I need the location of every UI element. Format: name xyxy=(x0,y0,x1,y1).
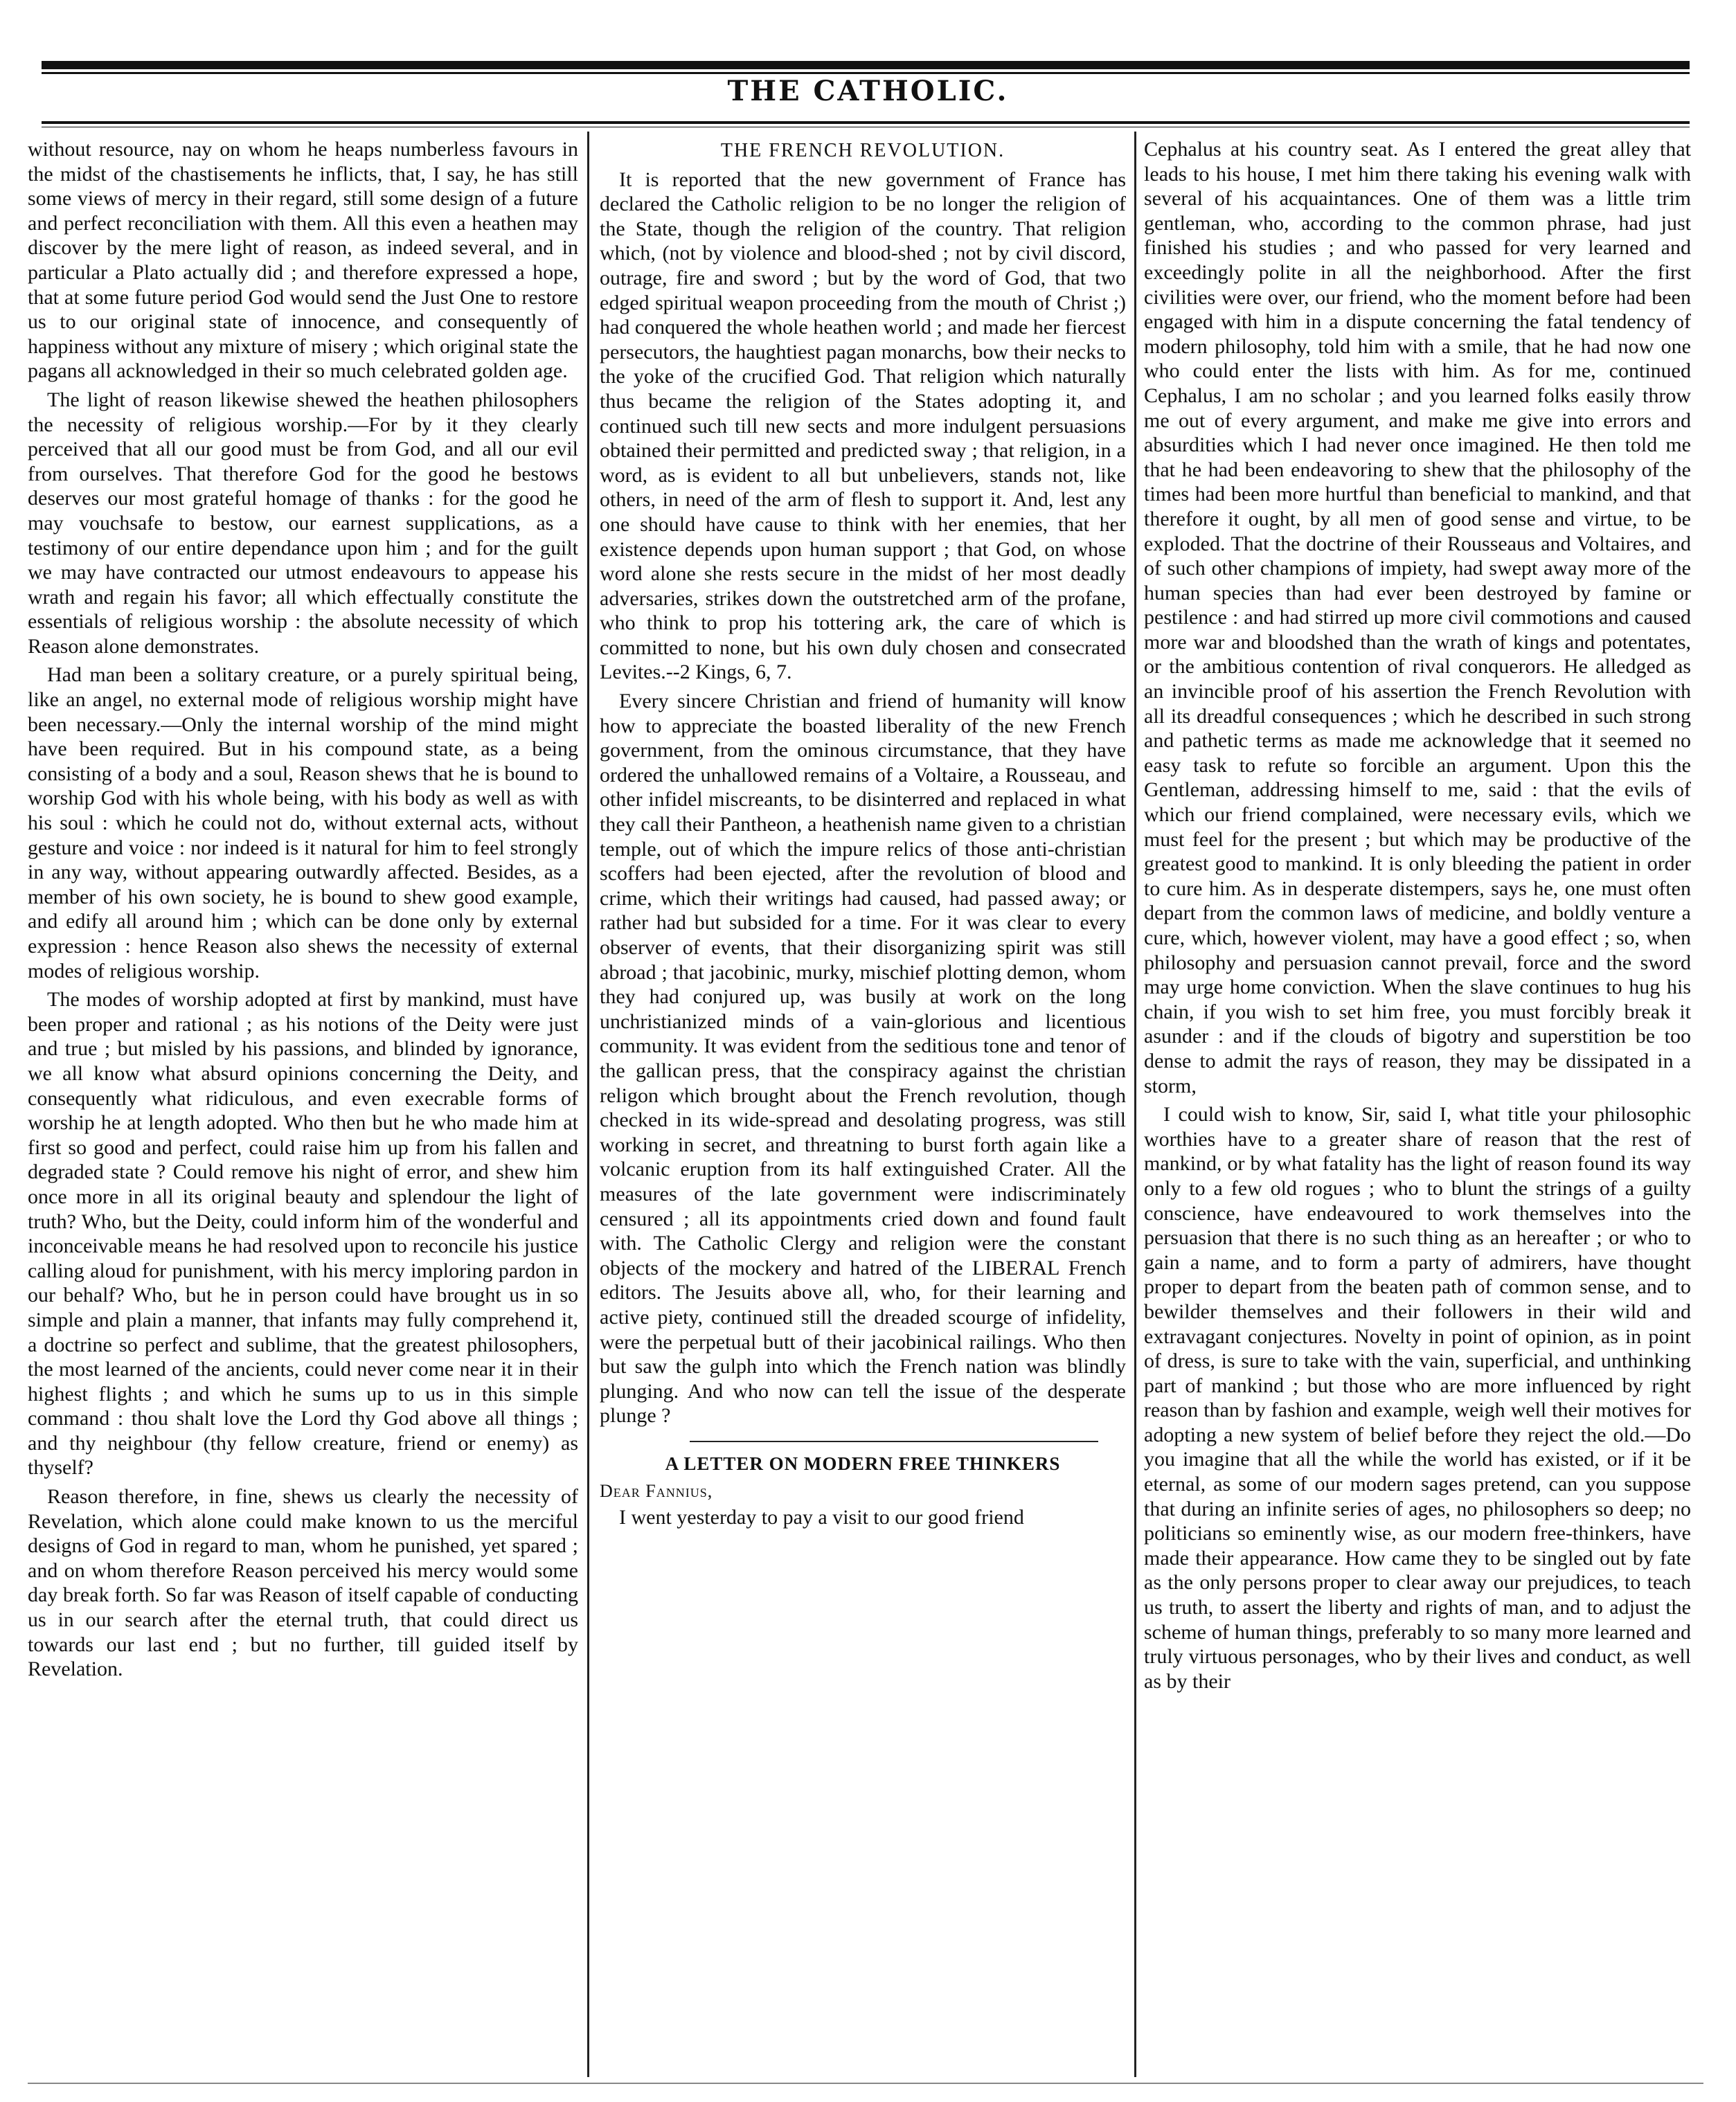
column-1 xyxy=(28,137,578,2076)
article-heading: THE FRENCH REVOLUTION. xyxy=(720,140,1005,161)
article-paragraph: It is reported that the new government of France has declared the Catholic religion to be no longer the religion of the State, though the religion of the country. That religion which, (not by violence and blood-shed ; not by civil discord, outrage, fire and sword ; but by the word of God, that two edged spiritual weapon proceeding from the mouth of Christ ;) had conquered the whole heathen world ; and made her fiercest persecutors, the haughtiest pagan monarchs, bow their necks to the yoke of the crucified God. That religion which naturally thus became the religion of the States adopting it, and continued such till new sects and more indulgent persuasions obtained their permitted and predicted sway ; that religion, in a word, as is evident to all but unbelievers, stands not, like others, in need of the arm of flesh to support it. And, lest any one should have cause to think with her enemies, that her existence depends upon human support ; that God, on whose word alone she rests secure in the midst of her most deadly adversaries, strikes down the outstretched arm of the profane, who think to prop his tottering ark, the care of which is committed to none, but his own duly chosen and consecrated Levites.--2 Kings, 6, 7. xyxy=(600,168,1126,684)
letter-heading: A LETTER ON MODERN FREE THINKERS xyxy=(665,1453,1061,1474)
letter-salutation: Dear Fannius, xyxy=(600,1481,713,1502)
column-2 xyxy=(600,137,1126,2076)
article-paragraph: The light of reason likewise shewed the heathen philosophers the necessity of religious worship.—For by it they clearly perceived that all our good must be from God, and all our evil from ourselves. That therefore God for the good he bestows deserves our most grateful homage of thanks : for the good he may vouchsafe to bestow, our earnest supplications, as a testimony of our entire dependance upon him ; and for the guilt we may have contracted our utmost endeavours to appease his wrath and regain his favor; all which effectually constitute the essentials of religious worship : the absolute necessity of which Reason alone demonstrates. xyxy=(28,388,578,658)
header-rule xyxy=(42,121,1690,124)
article-paragraph: Cephalus at his country seat. As I entered the great alley that leads to his house, I met him there taking his evening walk with several of his acquaintances. One of them was a little trim gentleman, who, according to the common phrase, had just finished his studies ; and who passed for very learned and exceedingly polite in all the neighborhood. After the first civilities were over, our friend, who the moment before had been engaged with him in a dispute concerning the fatal tendency of modern philosophy, told him with a smile, that he had now one who could enter the lists with him. As for me, continued Cephalus, I am no scholar ; and you learned folks easily throw me out of every argument, and make me give into errors and absurdities which I had never once imagined. He then told me that he had been endeavoring to shew that the philosophy of the times had been more hurtful than beneficial to mankind, and that therefore it ought, by all men of good sense and virtue, to be exploded. That the doctrine of their Rousseaus and Voltaires, and of such other champions of impiety, had swept away more of the human species than had ever been destroyed by famine or pestilence : and had stirred up more civil commotions and caused more war and bloodshed than the wrath of kings and potentates, or the ambitious contention of rival conquerors. He alledged as an invincible proof of his assertion the French Revolution with all its dreadful consequences ; which he described in such strong and pathetic terms as made me acknowledge that it seemed no easy task to refute so forcible an argument. Upon this the Gentleman, addressing himself to me, said : that the evils of which our friend complained, were necessary evils, which we must feel for the present ; but which may be productive of the greatest good to mankind. It is only bleeding the patient in order to cure him. As in desperate distempers, says he, one must often depart from the common laws of medicine, and boldly venture a cure, which, however violent, may have a good effect ; so, when philosophy and persuasion cannot prevail, force and the sword may urge home conviction. When the slave continues to hug his chain, if you wish to set him free, you must forcibly break it asunder : and if the clouds of bigotry and superstition be too dense to admit the rays of reason, they may be dissipated in a storm, xyxy=(1144,138,1691,1097)
article-paragraph: I went yesterday to pay a visit to our good friend xyxy=(619,1506,1024,1529)
column-divider xyxy=(587,132,589,2077)
article-paragraph: The modes of worship adopted at first by mankind, must have been proper and rational ; as his notions of the Deity were just and true ; but misled by his passions, and blinded by ignorance, we all know what absurd opinions concerning the Deity, and consequently what ridiculous, and even execrable forms of worship he at length adopted. Who then but he who made him at first so good and perfect, could raise him up from his fallen and degraded state ? Could remove his night of error, and shew him once more in all its original beauty and splendour the light of truth? Who, but the Deity, could inform him of the wonderful and inconceivable means he had resolved upon to reconcile his justice calling aloud for punishment, with his mercy imploring pardon in our behalf? Who, but he in person could have brought us in so simple and plain a manner, that infants may fully comprehend it, a doctrine so perfect and sublime, that the greatest philosophers, the most learned of the ancients, could never come near it in their highest flights ; and which he sums up to us in this simple command : thou shalt love the Lord thy God above all things ; and thy neighbour (thy fellow creature, friend or enemy) as thyself? xyxy=(28,988,578,1480)
article-paragraph: Every sincere Christian and friend of humanity will know how to appreciate the boasted liberality of the new French government, from the ominous circumstance, that they have ordered the unhallowed remains of a Voltaire, a Rousseau, and other infidel miscreants, to be disinterred and replaced in what they call their Pantheon, a heathenish name given to a christian temple, out of which the impure relics of those anti-christian scoffers had been ejected, after the revolution of blood and crime, which their writings had caused, had passed away; or rather had but subsided for a time. For it was clear to every observer of events, that their disorganizing spirit was still abroad ; that jacobinic, murky, mischief plotting demon, whom they had conjured up, was busily at work on the long unchristianized minds of a vain-glorious and licentious community. It was evident from the seditious tone and tenor of the gallican press, that the conspiracy against the christian religon which brought about the French revolution, though checked in its wide-spread and desolating progress, was still working in secret, and threatning to burst forth again like a volcanic eruption from its half extinguished Crater. All the measures of the late government were indiscriminately censured ; all its appointments cried down and found fault with. The Catholic Clergy and religion were the constant objects of the mockery and hatred of the LIBERAL French editors. The Jesuits above all, who, for their learning and active piety, continued still the dreaded scourge of infidelity, were the perpetual butt of their jacobinical railings. Who then but saw the gulph into which the French nation was blindly plunging. And who now can tell the issue of the desperate plunge ? xyxy=(600,690,1126,1428)
article-paragraph: Had man been a solitary creature, or a purely spiritual being, like an angel, no external mode of religious worship might have been necessary.—Only the internal worship of the mind might have been required. But in his compound state, as a being consisting of a body and a soul, Reason shews that he is bound to worship God with his whole being, with his body as well as with his soul : which he could not do, without external acts, without gesture and voice : nor indeed is it natural for him to feel strongly in any way, without appearing outwardly affected. Besides, as a member of his own society, he is bound to shew good example, and edify all around him ; which can be done only by external expression : hence Reason also shews the necessity of external modes of religious worship. xyxy=(28,663,578,982)
article-paragraph: Reason therefore, in fine, shews us clearly the necessity of Revelation, which alone could make known to us the merciful designs of God in regard to man, whom he punished, yet spared ; and on whom therefore Reason perceived his mercy would some day break forth. So far was Reason of itself capable of conducting us in our search after the eternal truth, that could direct us towards our last end ; but no further, till guided itself by Revelation. xyxy=(28,1485,578,1681)
article-paragraph: without resource, nay on whom he heaps numberless favours in the midst of the chastisements he inflicts, that, I say, he has still some views of mercy in their regard, still some design of a future and perfect reconciliation with them. All this even a heathen may discover by the mere light of reason, as indeed several, and in particular a Plato actually did ; and therefore expressed a hope, that at some future period God would send the Just One to restore us to our original state of innocence, and consequently of happiness without any mixture of misery ; which original state the pagans all acknowledged in their so much celebrated golden age. xyxy=(28,138,578,383)
masthead-rule-thin xyxy=(42,72,1690,74)
column-3 xyxy=(1144,137,1691,2076)
masthead-title: THE CATHOLIC. xyxy=(727,75,1009,107)
column-divider xyxy=(1134,132,1136,2077)
section-divider xyxy=(690,1441,1098,1442)
bottom-edge xyxy=(28,2083,1703,2084)
masthead-rule-thick xyxy=(42,61,1690,69)
article-paragraph: I could wish to know, Sir, said I, what title your philosophic worthies have to a greater share of reason that the rest of mankind, or by what fatality has the light of reason found its way only to a few old rogues ; who to blunt the strings of a guilty conscience, have endeavoured to work themselves into the persuasion that there is no such thing as an hereafter ; or who to gain a name, and to form a party of admirers, have thought proper to depart from the beaten path of common sense, and to bewilder themselves and their followers in their wild and extravagant conjectures. Novelty in point of opinion, as in point of dress, is sure to take with the vain, superficial, and unthinking part of mankind ; but those who are more influenced by right reason than by fashion and example, weigh well their motives for adopting a new system of belief before they reject the old.—Do you imagine that all the while the world has existed, or if it be eternal, as some of our modern sages pretend, can you suppose that during an infinite series of ages, no philosophers so deep; no politicians so eminently wise, as our modern free-thinkers, have made their appearance. How came they to be singled out by fate as the only persons proper to clear away our prejudices, to teach us truth, to assert the liberty and rights of man, and to adjust the scheme of human things, preferably to so many more learned and truly virtuous personages, who by their lives and conduct, as well as by their xyxy=(1144,1103,1691,1693)
